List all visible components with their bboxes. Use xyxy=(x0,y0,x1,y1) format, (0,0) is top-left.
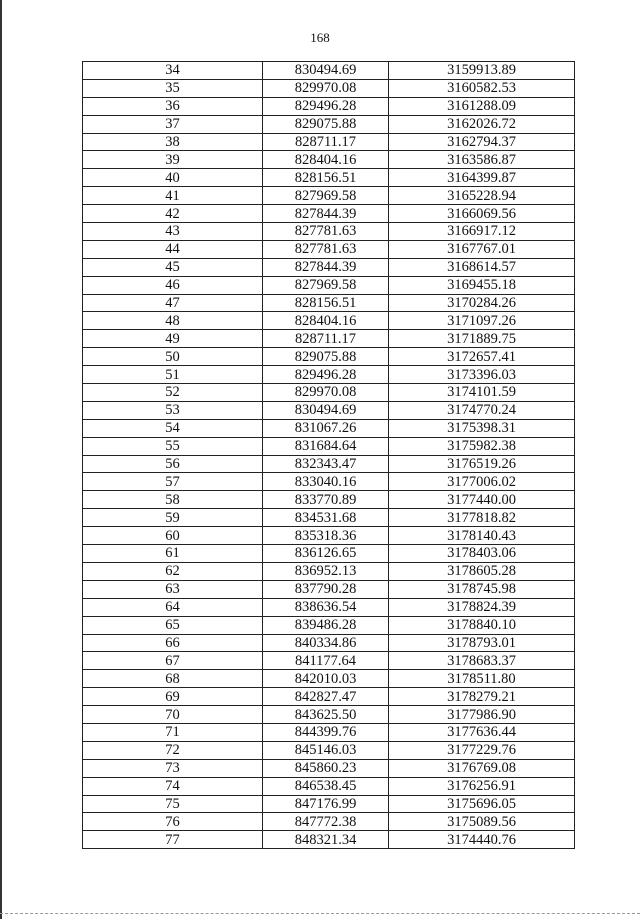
table-row xyxy=(83,330,575,348)
y-coordinate-cell: 3167767.01 xyxy=(389,240,575,258)
table-row xyxy=(83,688,575,706)
coordinates-table xyxy=(82,61,575,849)
table-row xyxy=(83,634,575,652)
y-coordinate-cell: 3177818.82 xyxy=(389,509,575,527)
table-row xyxy=(83,312,575,330)
scan-edge-left xyxy=(0,0,2,919)
table-row xyxy=(83,437,575,455)
y-coordinate-cell: 3178840.10 xyxy=(389,616,575,634)
table-row xyxy=(83,79,575,97)
point-number-cell: 58 xyxy=(83,491,263,509)
y-coordinate-cell: 3172657.41 xyxy=(389,348,575,366)
x-coordinate-cell: 831684.64 xyxy=(263,437,389,455)
table-row xyxy=(83,401,575,419)
x-coordinate-cell: 829496.28 xyxy=(263,97,389,115)
point-number-cell: 55 xyxy=(83,437,263,455)
point-number-cell: 64 xyxy=(83,598,263,616)
point-number-cell: 54 xyxy=(83,419,263,437)
table-row xyxy=(83,616,575,634)
y-coordinate-cell: 3178824.39 xyxy=(389,598,575,616)
point-number-cell: 70 xyxy=(83,706,263,724)
y-coordinate-cell: 3175398.31 xyxy=(389,419,575,437)
y-coordinate-cell: 3177440.00 xyxy=(389,491,575,509)
y-coordinate-cell: 3161288.09 xyxy=(389,97,575,115)
table-row xyxy=(83,419,575,437)
table-row xyxy=(83,759,575,777)
table-row xyxy=(83,723,575,741)
table-row xyxy=(83,169,575,187)
table-row xyxy=(83,97,575,115)
y-coordinate-cell: 3178279.21 xyxy=(389,688,575,706)
point-number-cell: 63 xyxy=(83,580,263,598)
table-row xyxy=(83,545,575,563)
x-coordinate-cell: 839486.28 xyxy=(263,616,389,634)
point-number-cell: 52 xyxy=(83,384,263,402)
table-row xyxy=(83,670,575,688)
point-number-cell: 75 xyxy=(83,795,263,813)
x-coordinate-cell: 829075.88 xyxy=(263,348,389,366)
x-coordinate-cell: 831067.26 xyxy=(263,419,389,437)
y-coordinate-cell: 3177006.02 xyxy=(389,473,575,491)
table-row xyxy=(83,133,575,151)
point-number-cell: 68 xyxy=(83,670,263,688)
coordinates-table-body xyxy=(83,62,575,849)
x-coordinate-cell: 828156.51 xyxy=(263,294,389,312)
point-number-cell: 46 xyxy=(83,276,263,294)
y-coordinate-cell: 3171097.26 xyxy=(389,312,575,330)
point-number-cell: 35 xyxy=(83,79,263,97)
x-coordinate-cell: 843625.50 xyxy=(263,706,389,724)
x-coordinate-cell: 828711.17 xyxy=(263,330,389,348)
x-coordinate-cell: 829075.88 xyxy=(263,115,389,133)
x-coordinate-cell: 832343.47 xyxy=(263,455,389,473)
point-number-cell: 73 xyxy=(83,759,263,777)
y-coordinate-cell: 3176256.91 xyxy=(389,777,575,795)
table-row xyxy=(83,473,575,491)
y-coordinate-cell: 3168614.57 xyxy=(389,258,575,276)
table-row xyxy=(83,831,575,849)
x-coordinate-cell: 834531.68 xyxy=(263,509,389,527)
table-row xyxy=(83,258,575,276)
y-coordinate-cell: 3166069.56 xyxy=(389,205,575,223)
table-row xyxy=(83,151,575,169)
y-coordinate-cell: 3176519.26 xyxy=(389,455,575,473)
x-coordinate-cell: 829970.08 xyxy=(263,384,389,402)
x-coordinate-cell: 847772.38 xyxy=(263,813,389,831)
y-coordinate-cell: 3178745.98 xyxy=(389,580,575,598)
x-coordinate-cell: 833040.16 xyxy=(263,473,389,491)
y-coordinate-cell: 3178605.28 xyxy=(389,562,575,580)
y-coordinate-cell: 3178403.06 xyxy=(389,545,575,563)
table-row xyxy=(83,205,575,223)
x-coordinate-cell: 844399.76 xyxy=(263,723,389,741)
table-row xyxy=(83,598,575,616)
x-coordinate-cell: 829970.08 xyxy=(263,79,389,97)
y-coordinate-cell: 3174101.59 xyxy=(389,384,575,402)
y-coordinate-cell: 3166917.12 xyxy=(389,223,575,241)
table-row xyxy=(83,795,575,813)
point-number-cell: 57 xyxy=(83,473,263,491)
point-number-cell: 71 xyxy=(83,723,263,741)
y-coordinate-cell: 3163586.87 xyxy=(389,151,575,169)
y-coordinate-cell: 3164399.87 xyxy=(389,169,575,187)
x-coordinate-cell: 827781.63 xyxy=(263,223,389,241)
table-row xyxy=(83,813,575,831)
point-number-cell: 43 xyxy=(83,223,263,241)
table-row xyxy=(83,491,575,509)
point-number-cell: 56 xyxy=(83,455,263,473)
y-coordinate-cell: 3175696.05 xyxy=(389,795,575,813)
x-coordinate-cell: 828404.16 xyxy=(263,312,389,330)
point-number-cell: 39 xyxy=(83,151,263,169)
y-coordinate-cell: 3174440.76 xyxy=(389,831,575,849)
table-row xyxy=(83,384,575,402)
point-number-cell: 74 xyxy=(83,777,263,795)
y-coordinate-cell: 3175089.56 xyxy=(389,813,575,831)
y-coordinate-cell: 3177636.44 xyxy=(389,723,575,741)
point-number-cell: 41 xyxy=(83,187,263,205)
table-row xyxy=(83,366,575,384)
table-row xyxy=(83,276,575,294)
point-number-cell: 61 xyxy=(83,545,263,563)
point-number-cell: 37 xyxy=(83,115,263,133)
x-coordinate-cell: 827844.39 xyxy=(263,258,389,276)
x-coordinate-cell: 845146.03 xyxy=(263,741,389,759)
x-coordinate-cell: 842010.03 xyxy=(263,670,389,688)
point-number-cell: 60 xyxy=(83,527,263,545)
y-coordinate-cell: 3159913.89 xyxy=(389,62,575,80)
table-row xyxy=(83,509,575,527)
x-coordinate-cell: 846538.45 xyxy=(263,777,389,795)
x-coordinate-cell: 829496.28 xyxy=(263,366,389,384)
y-coordinate-cell: 3178683.37 xyxy=(389,652,575,670)
y-coordinate-cell: 3176769.08 xyxy=(389,759,575,777)
table-row xyxy=(83,580,575,598)
point-number-cell: 65 xyxy=(83,616,263,634)
y-coordinate-cell: 3162794.37 xyxy=(389,133,575,151)
y-coordinate-cell: 3177986.90 xyxy=(389,706,575,724)
table-row xyxy=(83,348,575,366)
x-coordinate-cell: 848321.34 xyxy=(263,831,389,849)
table-row xyxy=(83,187,575,205)
x-coordinate-cell: 836952.13 xyxy=(263,562,389,580)
x-coordinate-cell: 830494.69 xyxy=(263,401,389,419)
point-number-cell: 72 xyxy=(83,741,263,759)
y-coordinate-cell: 3171889.75 xyxy=(389,330,575,348)
table-row xyxy=(83,62,575,80)
y-coordinate-cell: 3175982.38 xyxy=(389,437,575,455)
point-number-cell: 38 xyxy=(83,133,263,151)
point-number-cell: 50 xyxy=(83,348,263,366)
x-coordinate-cell: 835318.36 xyxy=(263,527,389,545)
y-coordinate-cell: 3169455.18 xyxy=(389,276,575,294)
y-coordinate-cell: 3174770.24 xyxy=(389,401,575,419)
scan-edge-bottom xyxy=(0,913,640,915)
table-row xyxy=(83,527,575,545)
y-coordinate-cell: 3165228.94 xyxy=(389,187,575,205)
point-number-cell: 36 xyxy=(83,97,263,115)
point-number-cell: 51 xyxy=(83,366,263,384)
table-row xyxy=(83,455,575,473)
table-row xyxy=(83,652,575,670)
x-coordinate-cell: 833770.89 xyxy=(263,491,389,509)
table-row xyxy=(83,294,575,312)
table-row xyxy=(83,240,575,258)
x-coordinate-cell: 827844.39 xyxy=(263,205,389,223)
point-number-cell: 69 xyxy=(83,688,263,706)
y-coordinate-cell: 3170284.26 xyxy=(389,294,575,312)
x-coordinate-cell: 830494.69 xyxy=(263,62,389,80)
y-coordinate-cell: 3178511.80 xyxy=(389,670,575,688)
x-coordinate-cell: 828404.16 xyxy=(263,151,389,169)
point-number-cell: 53 xyxy=(83,401,263,419)
point-number-cell: 59 xyxy=(83,509,263,527)
point-number-cell: 66 xyxy=(83,634,263,652)
x-coordinate-cell: 828711.17 xyxy=(263,133,389,151)
point-number-cell: 44 xyxy=(83,240,263,258)
point-number-cell: 49 xyxy=(83,330,263,348)
table-row xyxy=(83,741,575,759)
point-number-cell: 62 xyxy=(83,562,263,580)
x-coordinate-cell: 836126.65 xyxy=(263,545,389,563)
y-coordinate-cell: 3178140.43 xyxy=(389,527,575,545)
x-coordinate-cell: 840334.86 xyxy=(263,634,389,652)
point-number-cell: 34 xyxy=(83,62,263,80)
table-row xyxy=(83,223,575,241)
y-coordinate-cell: 3177229.76 xyxy=(389,741,575,759)
x-coordinate-cell: 842827.47 xyxy=(263,688,389,706)
x-coordinate-cell: 827781.63 xyxy=(263,240,389,258)
y-coordinate-cell: 3160582.53 xyxy=(389,79,575,97)
x-coordinate-cell: 837790.28 xyxy=(263,580,389,598)
table-row xyxy=(83,777,575,795)
x-coordinate-cell: 827969.58 xyxy=(263,187,389,205)
x-coordinate-cell: 847176.99 xyxy=(263,795,389,813)
point-number-cell: 47 xyxy=(83,294,263,312)
table-row xyxy=(83,562,575,580)
point-number-cell: 42 xyxy=(83,205,263,223)
table-row xyxy=(83,706,575,724)
point-number-cell: 48 xyxy=(83,312,263,330)
x-coordinate-cell: 845860.23 xyxy=(263,759,389,777)
x-coordinate-cell: 827969.58 xyxy=(263,276,389,294)
y-coordinate-cell: 3178793.01 xyxy=(389,634,575,652)
page-number: 168 xyxy=(310,30,330,45)
x-coordinate-cell: 828156.51 xyxy=(263,169,389,187)
point-number-cell: 76 xyxy=(83,813,263,831)
point-number-cell: 40 xyxy=(83,169,263,187)
point-number-cell: 45 xyxy=(83,258,263,276)
table-row xyxy=(83,115,575,133)
x-coordinate-cell: 841177.64 xyxy=(263,652,389,670)
y-coordinate-cell: 3173396.03 xyxy=(389,366,575,384)
point-number-cell: 77 xyxy=(83,831,263,849)
point-number-cell: 67 xyxy=(83,652,263,670)
y-coordinate-cell: 3162026.72 xyxy=(389,115,575,133)
x-coordinate-cell: 838636.54 xyxy=(263,598,389,616)
